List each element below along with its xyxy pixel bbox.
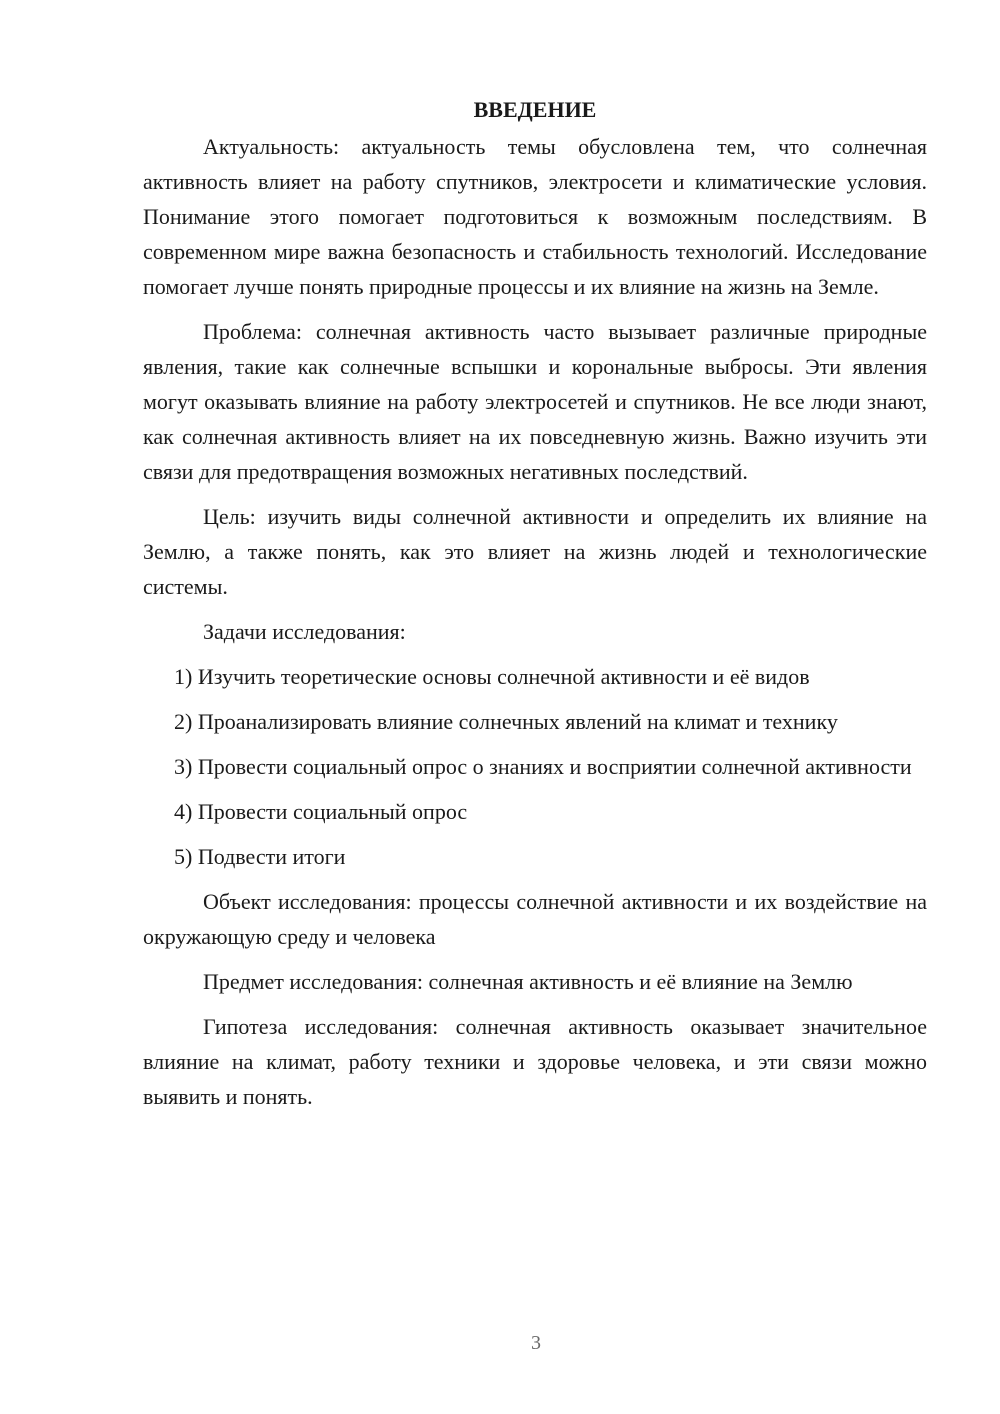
task-item: 2) Проанализировать влияние солнечных явлений на климат и технику xyxy=(174,709,838,734)
paragraph-object: Объект исследования: процессы солнечной активности и их воздействие на окружающую среду и человека xyxy=(143,889,927,949)
page-number: 3 xyxy=(531,1332,541,1354)
document-page xyxy=(143,92,927,1124)
paragraph-problem: Проблема: солнечная активность часто вызывает различные природные явления, такие как солнечные вспышки и корональные выбросы. Эти явления могут оказывать влияние на работу электросетей и спутников. Не все люди знают, как солнечная активность влияет на их повседневную жизнь. Важно изучить эти связи для предотвращения возможных негативных последствий. xyxy=(143,319,927,484)
tasks-heading: Задачи исследования: xyxy=(203,619,406,644)
paragraph-hypothesis: Гипотеза исследования: солнечная активность оказывает значительное влияние на климат, работу техники и здоровье человека, и эти связи можно выявить и понять. xyxy=(143,1014,927,1109)
page-title: ВВЕДЕНИЕ xyxy=(473,97,597,122)
paragraph-subject: Предмет исследования: солнечная активность и её влияние на Землю xyxy=(203,969,853,994)
paragraph-goal: Цель: изучить виды солнечной активности и определить их влияние на Землю, а также понять, как это влияет на жизнь людей и технологические системы. xyxy=(143,504,927,599)
paragraph-relevance: Актуальность: актуальность темы обусловлена тем, что солнечная активность влияет на работу спутников, электросети и климатические условия. Понимание этого помогает подготовиться к возможным последствиям. В современном мире важна безопасность и стабильность технологий. Исследование помогает лучше понять природные процессы и их влияние на жизнь на Земле. xyxy=(143,134,927,299)
task-item: 4) Провести социальный опрос xyxy=(174,799,468,824)
task-item: 5) Подвести итоги xyxy=(174,844,346,869)
task-item: 1) Изучить теоретические основы солнечной активности и её видов xyxy=(174,664,810,689)
task-list xyxy=(143,659,927,874)
task-item: 3) Провести социальный опрос о знаниях и восприятии солнечной активности xyxy=(174,754,912,779)
